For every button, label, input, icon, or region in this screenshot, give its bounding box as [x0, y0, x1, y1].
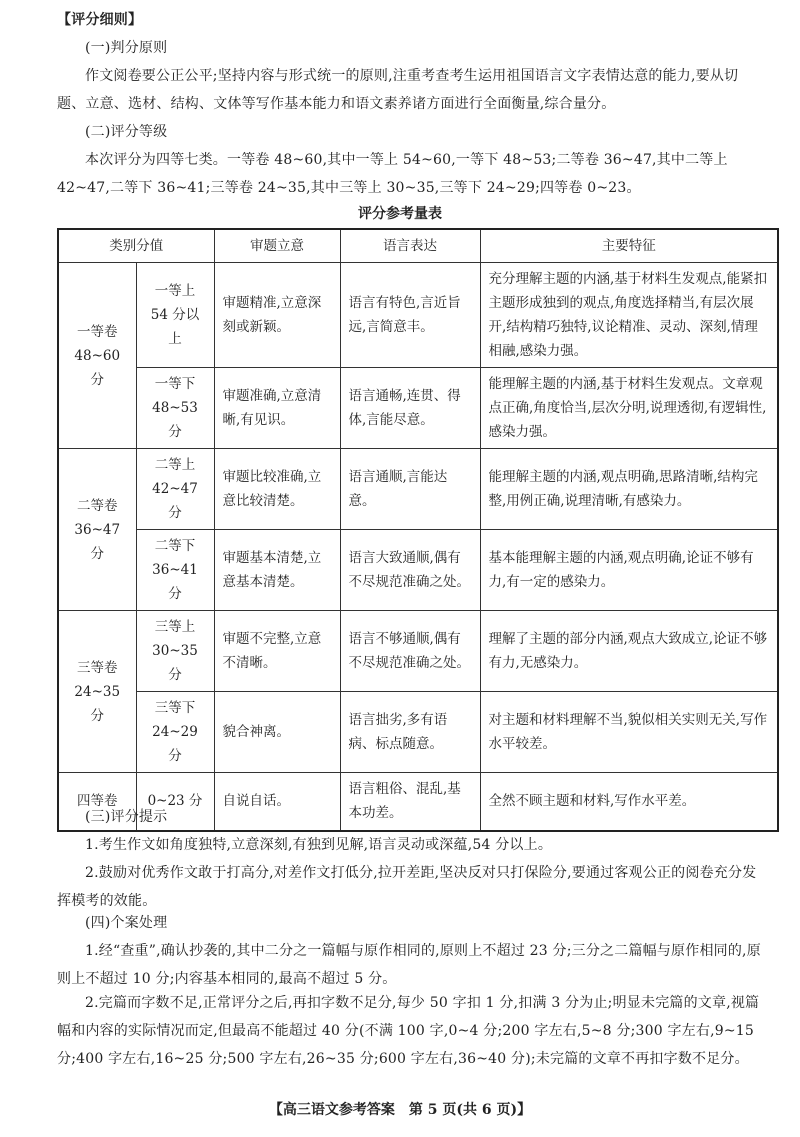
grade-range: 24~35 分 [74, 683, 121, 724]
section-1-body: 作文阅卷要公正公平;坚持内容与形式统一的原则,注重考查考生运用祖国语言文字表情达意的能力,要从切题、立意、选材、结构、文体等写作基本能力和语文素养诸方面进行全面衡量,综合量分。 [57, 68, 739, 112]
feature-cell: 充分理解主题的内涵,基于材料生发观点,能紧扣主题形成独到的观点,角度选择精当,有层次展开,结构精巧独特,议论精准、灵动、深刻,情理相融,感染力强。 [480, 263, 778, 368]
page-footer: 【高三语文参考答案 第 5 页(共 6 页)】 [268, 1102, 532, 1118]
header-category: 类别分值 [58, 229, 214, 263]
subgrade-cell [136, 692, 214, 773]
section-2-body: 本次评分为四等七类。一等卷 48~60,其中一等上 54~60,一等下 48~53;二等卷 36~47,其中二等上 42~47,二等下 36~41;三等卷 24~35,其中三等上 30~35,三等下 24~29;四等卷 0~23。 [57, 152, 728, 196]
feature-cell: 能理解主题的内涵,基于材料生发观点。文章观点正确,角度恰当,层次分明,说理透彻,有逻辑性,感染力强。 [480, 368, 778, 449]
grade-cell [58, 263, 136, 449]
table-row [58, 692, 778, 773]
grade-range: 36~47 分 [74, 521, 121, 562]
table-row [58, 530, 778, 611]
language-cell: 语言不够通顺,偶有不尽规范准确之处。 [340, 611, 480, 692]
table-row [58, 611, 778, 692]
section-4-item-2: 2.完篇而字数不足,正常评分之后,再扣字数不足分,每少 50 字扣 1 分,扣满 3 分为止;明显未完篇的文章,视篇幅和内容的实际情况而定,但最高不能超过 40 分(不满 100 字,0~4 分;200 字左右,5~8 分;300 字左右,9~15 分;400 字左右,16~25 分;500 字左右,26~35 分;600 字左右,36~40 分);未完篇的文章不再扣字数不足分。 [57, 995, 760, 1067]
subgrade-cell [136, 611, 214, 692]
feature-cell: 全然不顾主题和材料,写作水平差。 [480, 773, 778, 831]
feature-cell: 能理解主题的内涵,观点明确,思路清晰,结构完整,用例正确,说理清晰,有感染力。 [480, 449, 778, 530]
grade-label: 二等卷 [77, 497, 118, 514]
subgrade-cell [136, 530, 214, 611]
subgrade-score: 48~53 分 [152, 400, 198, 440]
grade-label: 三等卷 [77, 659, 118, 676]
header-language: 语言表达 [340, 229, 480, 263]
language-cell: 语言大致通顺,偶有不尽规范准确之处。 [340, 530, 480, 611]
section-4-item-1: 1.经“查重”,确认抄袭的,其中二分之一篇幅与原作相同的,原则上不超过 23 分;三分之二篇幅与原作相同的,原则上不超过 10 分;内容基本相同的,最高不超过 5 分。 [57, 943, 761, 987]
feature-cell: 理解了主题的部分内涵,观点大致成立,论证不够有力,无感染力。 [480, 611, 778, 692]
section-2-title: (二)评分等级 [85, 124, 168, 140]
table-caption: 评分参考量表 [358, 206, 442, 222]
header-topic: 审题立意 [214, 229, 340, 263]
subgrade-score: 54 分以上 [150, 307, 200, 347]
topic-cell: 审题准确,立意清晰,有见识。 [214, 368, 340, 449]
feature-cell: 对主题和材料理解不当,貌似相关实则无关,写作水平较差。 [480, 692, 778, 773]
topic-cell: 貌合神离。 [214, 692, 340, 773]
topic-cell: 自说自话。 [214, 773, 340, 831]
topic-cell: 审题精准,立意深刻或新颖。 [214, 263, 340, 368]
subgrade-score: 30~35 分 [152, 643, 198, 683]
language-cell: 语言通畅,连贯、得体,言能尽意。 [340, 368, 480, 449]
language-cell: 语言拙劣,多有语病、标点随意。 [340, 692, 480, 773]
feature-cell: 基本能理解主题的内涵,观点明确,论证不够有力,有一定的感染力。 [480, 530, 778, 611]
table-row [58, 263, 778, 368]
subgrade-label: 一等上 [154, 283, 196, 299]
topic-cell: 审题基本清楚,立意基本清楚。 [214, 530, 340, 611]
subgrade-cell [136, 449, 214, 530]
topic-cell: 审题比较准确,立意比较清楚。 [214, 449, 340, 530]
section-3-title: (三)评分提示 [85, 809, 168, 825]
subgrade-score: 24~29 分 [152, 724, 198, 764]
subgrade-cell [136, 368, 214, 449]
subgrade-score: 0~23 分 [136, 773, 214, 831]
subgrade-score: 36~41 分 [152, 562, 198, 602]
topic-cell: 审题不完整,立意不清晰。 [214, 611, 340, 692]
section-3-item-1: 1.考生作文如角度独特,立意深刻,有独到见解,语言灵动或深蕴,54 分以上。 [85, 837, 553, 853]
subgrade-label: 二等上 [154, 457, 196, 473]
subgrade-label: 二等下 [154, 538, 196, 554]
language-cell: 语言粗俗、混乱,基本功差。 [340, 773, 480, 831]
grade-label: 四等卷 [58, 773, 136, 831]
grade-label: 一等卷 [77, 323, 118, 340]
section-header: 【评分细则】 [57, 12, 143, 28]
header-features: 主要特征 [480, 229, 778, 263]
subgrade-label: 三等上 [154, 619, 196, 635]
grade-cell [58, 611, 136, 773]
table-row [58, 368, 778, 449]
subgrade-label: 一等下 [154, 376, 196, 392]
grade-range: 48~60 分 [74, 347, 121, 388]
grade-cell [58, 449, 136, 611]
table-row [58, 449, 778, 530]
language-cell: 语言通顺,言能达意。 [340, 449, 480, 530]
section-1-title: (一)判分原则 [85, 40, 168, 56]
section-4-title: (四)个案处理 [85, 915, 168, 931]
grading-table [57, 228, 779, 832]
subgrade-score: 42~47 分 [152, 481, 198, 521]
language-cell: 语言有特色,言近旨远,言简意丰。 [340, 263, 480, 368]
section-3-item-2: 2.鼓励对优秀作文敢于打高分,对差作文打低分,拉开差距,坚决反对只打保险分,要通过客观公正的阅卷充分发挥模考的效能。 [57, 865, 757, 909]
subgrade-cell [136, 263, 214, 368]
subgrade-label: 三等下 [154, 700, 196, 716]
